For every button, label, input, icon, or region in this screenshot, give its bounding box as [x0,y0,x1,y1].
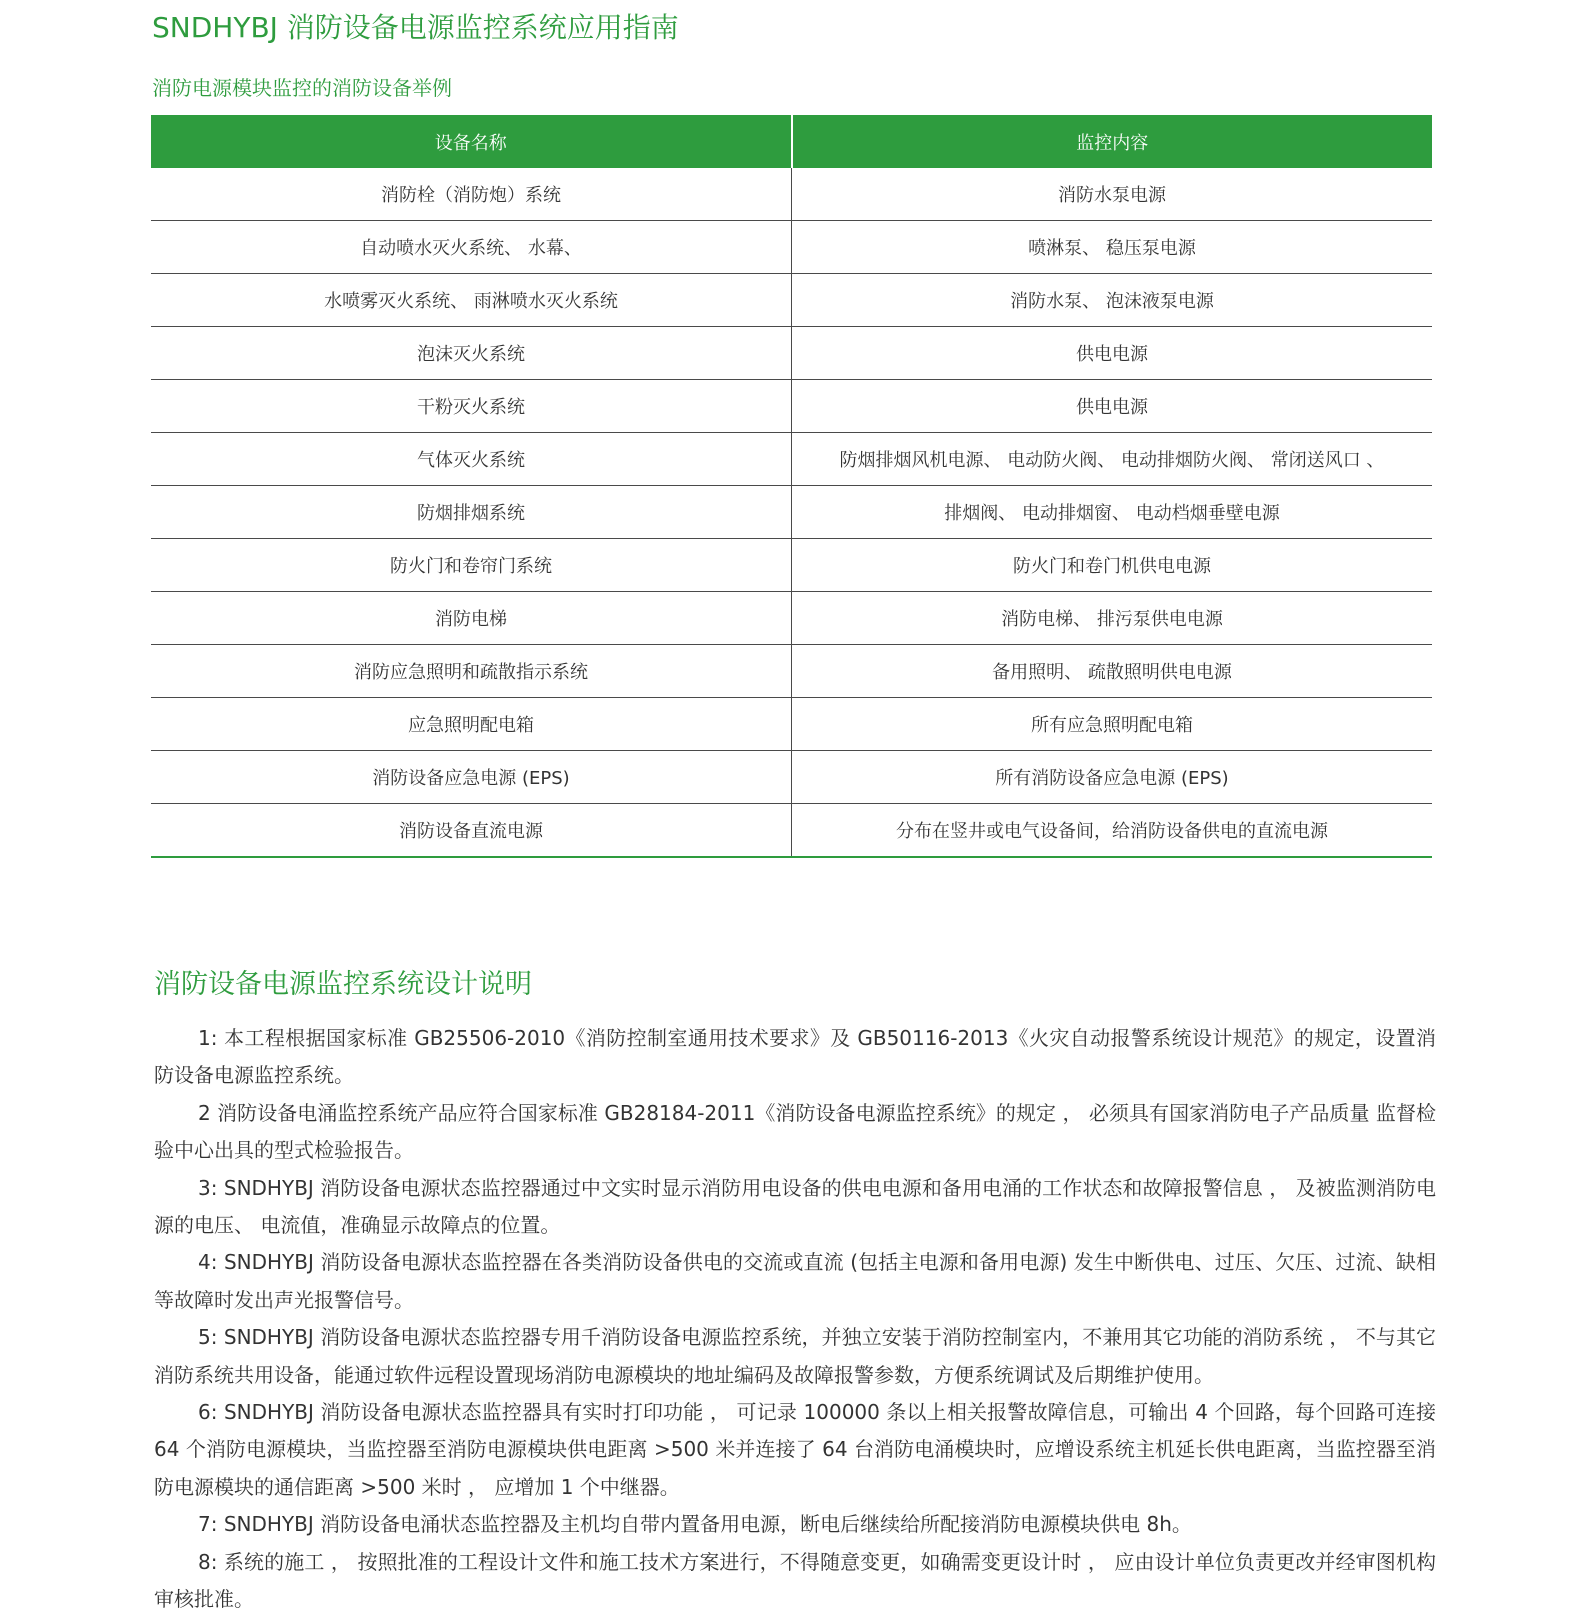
design-note: 2 消防设备电涌监控系统产品应符合国家标准 GB28184-2011《消防设备电源监控系统》的规定 ， 必须具有国家消防电子产品质量 监督检验中心出具的型式检验报告。 [154,1100,1436,1163]
monitoring-content-cell: 所有应急照明配电箱 [792,698,1433,751]
table-row [151,592,1432,645]
device-name-cell: 消防应急照明和疏散指示系统 [151,645,792,698]
monitoring-content-cell: 所有消防设备应急电源 (EPS) [792,751,1433,804]
table-row [151,221,1432,274]
table-row [151,486,1432,539]
monitoring-content-cell: 消防电梯、 排污泵供电电源 [792,592,1433,645]
table-row [151,804,1432,858]
table-row [151,539,1432,592]
design-note: 8: 系统的施工 ， 按照批准的工程设计文件和施工技术方案进行，不得随意变更，如确需变更设计时 ， 应由设计单位负责更改并经审图机构审核批准。 [154,1549,1436,1612]
table-row [151,327,1432,380]
device-name-cell: 消防设备直流电源 [151,804,792,858]
design-note: 4: SNDHYBJ 消防设备电源状态监控器在各类消防设备供电的交流或直流 (包括主电源和备用电源) 发生中断供电、过压、欠压、过流、缺相等故障时发出声光报警信号。 [154,1250,1436,1312]
design-note: 5: SNDHYBJ 消防设备电源状态监控器专用千消防设备电源监控系统，并独立安装于消防控制室内，不兼用其它功能的消防系统 ， 不与其它消防系统共用设备，能通过软件远程设置现场消防电源模块的地址编码及故障报警参数，方便系统调试及后期维护使用。 [154,1325,1436,1387]
table-row [151,433,1432,486]
device-name-cell: 干粉灭火系统 [151,380,792,433]
device-name-cell: 泡沫灭火系统 [151,327,792,380]
monitoring-content-cell: 喷淋泵、 稳压泵电源 [792,221,1433,274]
design-note: 1: 本工程根据国家标准 GB25506-2010《消防控制室通用技术要求》及 GB50116-2013《火灾自动报警系统设计规范》的规定，设置消防设备电源监控系统。 [154,1026,1436,1088]
device-name-cell: 自动喷水灭火系统、 水幕、 [151,221,792,274]
device-name-cell: 防烟排烟系统 [151,486,792,539]
monitoring-content-cell: 防烟排烟风机电源、 电动防火阀、 电动排烟防火阀、 常闭送风口 、 [792,433,1433,486]
device-name-cell: 消防电梯 [151,592,792,645]
device-name-cell: 水喷雾灭火系统、 雨淋喷水灭火系统 [151,274,792,327]
table-header-row [151,115,1432,168]
monitoring-content-cell: 分布在竖井或电气设备间，给消防设备供电的直流电源 [792,804,1433,858]
equipment-table [151,115,1432,858]
device-name-cell: 应急照明配电箱 [151,698,792,751]
monitoring-content-cell: 消防水泵电源 [792,168,1433,221]
design-note: 6: SNDHYBJ 消防设备电源状态监控器具有实时打印功能 ， 可记录 100000 条以上相关报警故障信息，可输出 4 个回路，每个回路可连接 64 个消防电源模块，当监控器至消防电源模块供电距离 >500 米并连接了 64 台消防电涌模块时，应增设系统主机延长供电距离，当监控器至消防电源模块的通信距离 >500 米时 ， 应增加 1 个中继器。 [154,1400,1436,1499]
table-row [151,698,1432,751]
monitoring-content-cell: 供电电源 [792,327,1433,380]
table-row [151,751,1432,804]
section-title-design-notes: 消防设备电源监控系统设计说明 [154,969,532,1000]
table-row [151,274,1432,327]
column-header-device-name: 设备名称 [151,115,792,168]
device-name-cell: 消防设备应急电源 (EPS) [151,751,792,804]
device-name-cell: 气体灭火系统 [151,433,792,486]
page-title: SNDHYBJ 消防设备电源监控系统应用指南 [152,11,679,44]
monitoring-content-cell: 排烟阀、 电动排烟窗、 电动档烟垂壁电源 [792,486,1433,539]
table-row [151,168,1432,221]
design-note: 3: SNDHYBJ 消防设备电源状态监控器通过中文实时显示消防用电设备的供电电源和备用电涌的工作状态和故障报警信息 ， 及被监测消防电源的电压、 电流值，准确显示故障点的位置。 [154,1175,1436,1238]
design-notes [154,1020,1436,1619]
table-row [151,645,1432,698]
design-note: 7: SNDHYBJ 消防设备电涌状态监控器及主机均自带内置备用电源，断电后继续给所配接消防电源模块供电 8h。 [198,1512,1192,1537]
device-name-cell: 消防栓（消防炮）系统 [151,168,792,221]
device-name-cell: 防火门和卷帘门系统 [151,539,792,592]
table-caption: 消防电源模块监控的消防设备举例 [152,76,452,100]
monitoring-content-cell: 供电电源 [792,380,1433,433]
monitoring-content-cell: 防火门和卷门机供电电源 [792,539,1433,592]
monitoring-content-cell: 消防水泵、 泡沫液泵电源 [792,274,1433,327]
monitoring-content-cell: 备用照明、 疏散照明供电电源 [792,645,1433,698]
column-header-monitoring-content: 监控内容 [792,115,1433,168]
table-row [151,380,1432,433]
